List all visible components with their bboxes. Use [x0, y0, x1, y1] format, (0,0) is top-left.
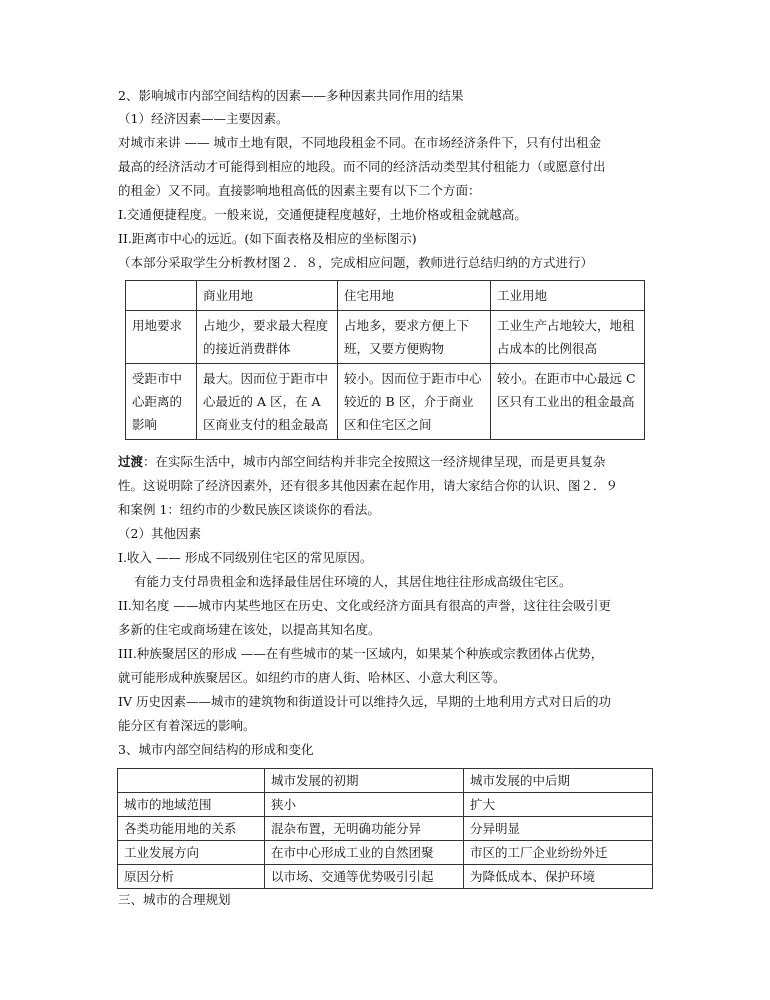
table-cell: 工业用地	[491, 281, 645, 311]
table-cell: 为降低成本、保护环境	[464, 865, 653, 889]
table-cell: 以市场、交通等优势吸引引起	[265, 865, 464, 889]
table-cell	[118, 769, 265, 793]
table-cell: 住宅用地	[338, 281, 491, 311]
table-row	[118, 841, 653, 865]
table-cell: 各类功能用地的关系	[118, 817, 265, 841]
item-distance: II.距离市中心的远近。(如下面表格及相应的坐标图示)	[118, 231, 417, 246]
section-heading-3: 3、城市内部空间结构的形成和变化	[118, 742, 314, 757]
item-traffic: I.交通便捷程度。一般来说，交通便捷程度越好，土地价格或租金就越高。	[118, 207, 527, 222]
table-cell: 工业生产占地较大，地租占成本的比例很高	[491, 311, 645, 364]
table-cell: 工业发展方向	[118, 841, 265, 865]
paragraph-line: 多新的住宅或商场建在该处，以提高其知名度。	[118, 622, 381, 637]
section-heading-planning: 三、城市的合理规划	[118, 892, 231, 907]
teaching-note: （本部分采取学生分析教材图２．８，完成相应问题，教师进行总结归纳的方式进行）	[118, 255, 594, 270]
city-development-table	[117, 768, 653, 889]
table-row	[126, 311, 645, 364]
table-cell: 用地要求	[126, 311, 197, 364]
table-header-row	[118, 769, 653, 793]
subheading-other: （2）其他因素	[118, 526, 201, 541]
transition-line	[118, 450, 658, 473]
table-cell: 扩大	[464, 793, 653, 817]
item-income: I.收入 —— 形成不同级别住宅区的常见原因。	[118, 550, 373, 565]
paragraph-line: 和案例 1：纽约市的少数民族区谈谈你的看法。	[118, 502, 380, 517]
paragraph-line: 性。这说明除了经济因素外，还有很多其他因素在起作用，请大家结合你的认识、图２．９	[118, 478, 619, 493]
table-cell: 占地多，要求方便上下班，又要方便购物	[338, 311, 491, 364]
table-cell: 混杂布置，无明确功能分异	[265, 817, 464, 841]
paragraph-line: 有能力支付昂贵租金和选择最佳居住环境的人，其居住地往往形成高级住宅区。	[134, 574, 572, 589]
paragraph-line: 对城市来讲 —— 城市土地有限，不同地段租金不同。在市场经济条件下，只有付出租金	[118, 135, 601, 150]
table-cell: 较小。在距市中心最远 C 区只有工业出的租金最高	[491, 364, 645, 440]
table-cell: 市区的工厂企业纷纷外迁	[464, 841, 653, 865]
paragraph-line: 的租金）又不同。直接影响地租高低的因素主要有以下二个方面：	[118, 183, 481, 198]
table-cell: 城市发展的初期	[265, 769, 464, 793]
table-cell: 原因分析	[118, 865, 265, 889]
table-cell: 占地少，要求最大程度的接近消费群体	[197, 311, 338, 364]
table-header-row	[126, 281, 645, 311]
table-cell: 城市发展的中后期	[464, 769, 653, 793]
table-cell: 商业用地	[197, 281, 338, 311]
table-cell: 受距市中心距离的影响	[126, 364, 197, 440]
transition-text: ：在实际生活中，城市内部空间结构并非完全按照这一经济规律呈现，而是更具复杂	[143, 454, 606, 469]
land-use-table	[125, 280, 645, 440]
section-heading-2: 2、影响城市内部空间结构的因素——多种因素共同作用的结果	[118, 88, 464, 103]
table-cell: 城市的地域范围	[118, 793, 265, 817]
table-row	[126, 364, 645, 440]
transition-label: 过渡	[118, 454, 144, 469]
table-row	[118, 793, 653, 817]
table-row	[118, 865, 653, 889]
paragraph-line: 最高的经济活动才可能得到相应的地段。而不同的经济活动类型其付租能力（或愿意付出	[118, 159, 606, 174]
table-cell: 较小。因而位于距市中心较近的 B 区，介于商业区和住宅区之间	[338, 364, 491, 440]
item-ethnic: III.种族聚居区的形成 ——在有些城市的某一区域内，如果某个种族或宗教团体占优势，	[118, 646, 604, 661]
subheading-economic: （1）经济因素——主要因素。	[118, 111, 289, 126]
table-cell: 狭小	[265, 793, 464, 817]
table-cell: 在市中心形成工业的自然团聚	[265, 841, 464, 865]
table-cell	[126, 281, 197, 311]
table-cell: 分异明显	[464, 817, 653, 841]
table-cell: 最大。因而位于距市中心最近的 A 区，在 A 区商业支付的租金最高	[197, 364, 338, 440]
item-fame: II.知名度 ——城市内某些地区在历史、文化或经济方面具有很高的声誉，这往往会吸引更	[118, 598, 611, 613]
paragraph-line: 能分区有着深远的影响。	[118, 718, 256, 733]
table-row	[118, 817, 653, 841]
item-history: IV 历史因素——城市的建筑物和街道设计可以维持久远，早期的土地利用方式对日后的功	[118, 694, 611, 709]
paragraph-line: 就可能形成种族聚居区。如纽约市的唐人街、哈林区、小意大利区等。	[118, 670, 506, 685]
